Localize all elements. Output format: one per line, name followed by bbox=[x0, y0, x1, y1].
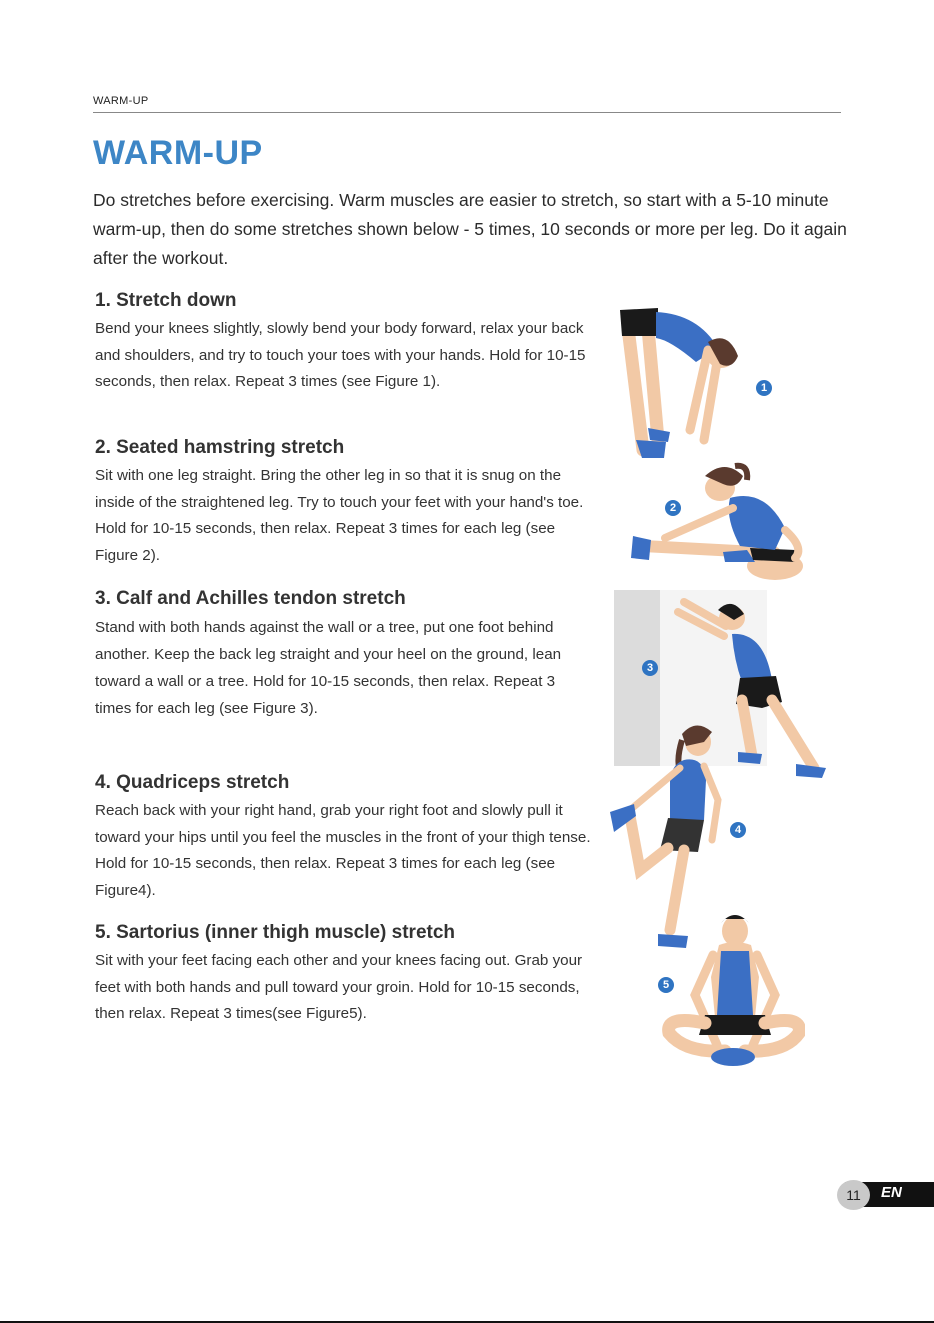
section-heading: 1. Stretch down bbox=[95, 290, 237, 311]
page-title: WARM-UP bbox=[93, 134, 263, 172]
figure-seated-hamstring bbox=[625, 458, 810, 583]
section-sartorius bbox=[95, 922, 595, 1028]
figure-badge: 4 bbox=[730, 822, 746, 838]
sartorius-illustration bbox=[655, 905, 805, 1070]
section-seated-hamstring bbox=[95, 437, 595, 569]
section-body: Stand with both hands against the wall or a tree, put one foot behind another. Keep the back leg straight and your heel on the ground, lean toward a wall or a tree. Hold for 10-15 seconds, then relax. Repeat 3 times for each leg (see Figure 3). bbox=[95, 619, 562, 717]
section-body: Sit with your feet facing each other and your knees facing out. Grab your feet with both hands and pull toward your groin. Hold for 10-15 seconds, then relax. Repeat 3 times(see Figure5). bbox=[95, 952, 583, 1022]
stretch-down-illustration bbox=[608, 300, 808, 465]
section-heading: 5. Sartorius (inner thigh muscle) stretch bbox=[95, 922, 456, 943]
intro-paragraph: Do stretches before exercising. Warm muscles are easier to stretch, so start with a 5-10 minute warm-up, then do some stretches shown below - 5 times, 10 seconds or more per leg. Do it again after the workout. bbox=[93, 190, 847, 268]
section-body: Bend your knees slightly, slowly bend your body forward, relax your back and shoulders, and try to touch your toes with your hands. Hold for 10-15 seconds, then relax. Repeat 3 times (see Figure 1). bbox=[95, 320, 586, 390]
section-body: Sit with one leg straight. Bring the other leg in so that it is snug on the inside of the straightened leg. Try to touch your feet with your hand's toe. Hold for 10-15 seconds, then relax. Repeat 3 times for each leg (see Figure 2). bbox=[95, 467, 584, 564]
figure-stretch-down bbox=[608, 300, 808, 465]
figure-sartorius bbox=[655, 905, 805, 1070]
page-number: 11 bbox=[837, 1180, 870, 1210]
section-heading: 2. Seated hamstring stretch bbox=[95, 437, 345, 458]
figure-badge: 3 bbox=[642, 660, 658, 676]
section-calf-achilles bbox=[95, 588, 595, 722]
section-quadriceps bbox=[95, 772, 595, 904]
running-head: WARM-UP bbox=[93, 95, 149, 107]
language-label: EN bbox=[881, 1184, 902, 1201]
figure-badge: 2 bbox=[665, 500, 681, 516]
header-rule bbox=[93, 112, 841, 113]
seated-hamstring-illustration bbox=[625, 458, 810, 583]
figure-badge: 1 bbox=[756, 380, 772, 396]
section-body: Reach back with your right hand, grab your right foot and slowly pull it toward your hips until you feel the muscles in the front of your thigh tense. Hold for 10-15 seconds, then relax. Repeat 3 times for each leg (see Figure4). bbox=[95, 802, 591, 899]
section-heading: 4. Quadriceps stretch bbox=[95, 772, 290, 793]
section-heading: 3. Calf and Achilles tendon stretch bbox=[95, 588, 406, 609]
figure-badge: 5 bbox=[658, 977, 674, 993]
section-stretch-down bbox=[95, 290, 595, 396]
page-number-block bbox=[837, 1180, 934, 1210]
